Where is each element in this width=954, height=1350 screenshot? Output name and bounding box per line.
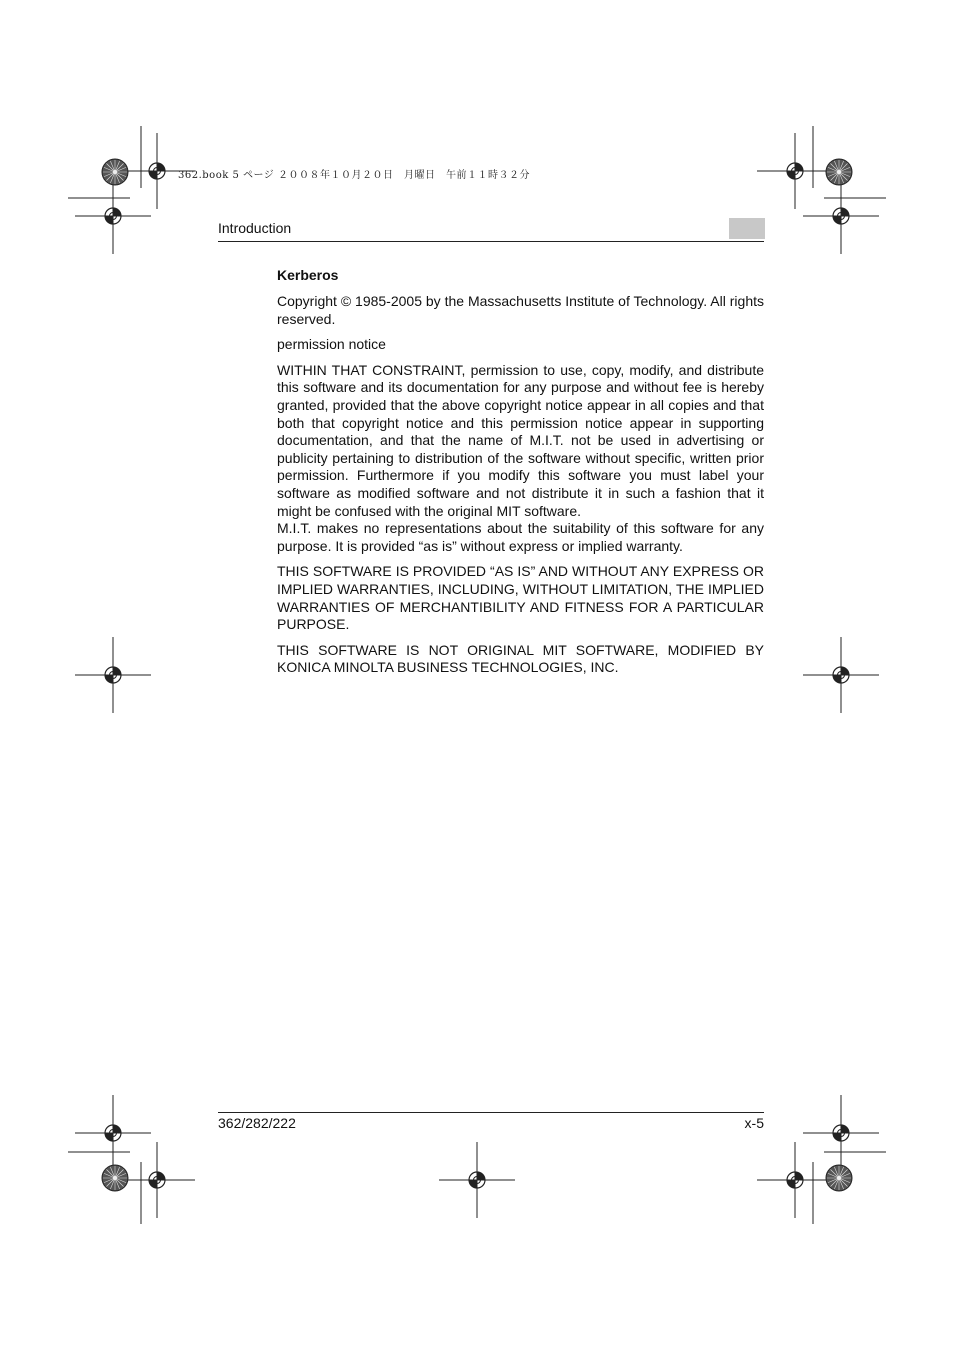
permission-paragraph: WITHIN THAT CONSTRAINT, permission to use, copy, modify, and distribute this software and its documentation for any purpose and without fee is hereby granted, provided that the above copyright notice appear in all copies and that both that copyright notice and this permission notice appear in supporting documentation, and that the name of M.I.T. not be used in advertising or publicity pertaining to distribution of the software without specific, written prior permission. Furthermore if you modify this software you must label your software as modified software and not distribute it in such a fashion that it might be confused with the original MIT software. bbox=[277, 361, 764, 519]
modification-paragraph: THIS SOFTWARE IS NOT ORIGINAL MIT SOFTWARE, MODIFIED BY KONICA MINOLTA BUSINESS TECHNOLOGIES, INC. bbox=[277, 641, 764, 676]
footer-page-number: x-5 bbox=[744, 1115, 764, 1131]
running-header: Introduction bbox=[218, 220, 292, 236]
representation-paragraph: M.I.T. makes no representations about the suitability of this software for any purpose. It is provided “as is” without express or implied warranty. bbox=[277, 520, 764, 554]
copyright-paragraph: Copyright © 1985-2005 by the Massachusetts Institute of Technology. All rights reserved. bbox=[277, 293, 764, 327]
main-content bbox=[277, 266, 764, 685]
footer-model-numbers: 362/282/222 bbox=[218, 1115, 296, 1131]
permission-notice-label: permission notice bbox=[277, 336, 386, 353]
header-rule bbox=[218, 241, 764, 242]
print-slug: 362.book 5 ページ ２００８年１０月２０日 月曜日 午前１１時３２分 bbox=[178, 170, 530, 181]
footer-rule bbox=[218, 1112, 764, 1113]
header-tab bbox=[729, 218, 765, 239]
warranty-paragraph: THIS SOFTWARE IS PROVIDED “AS IS” AND WITHOUT ANY EXPRESS OR IMPLIED WARRANTIES, INCLUDING, WITHOUT LIMITATION, THE IMPLIED WARRANTIES OF MERCHANTIBILITY AND FITNESS FOR A PARTICULAR PURPOSE. bbox=[277, 563, 764, 633]
section-heading: Kerberos bbox=[277, 267, 339, 283]
